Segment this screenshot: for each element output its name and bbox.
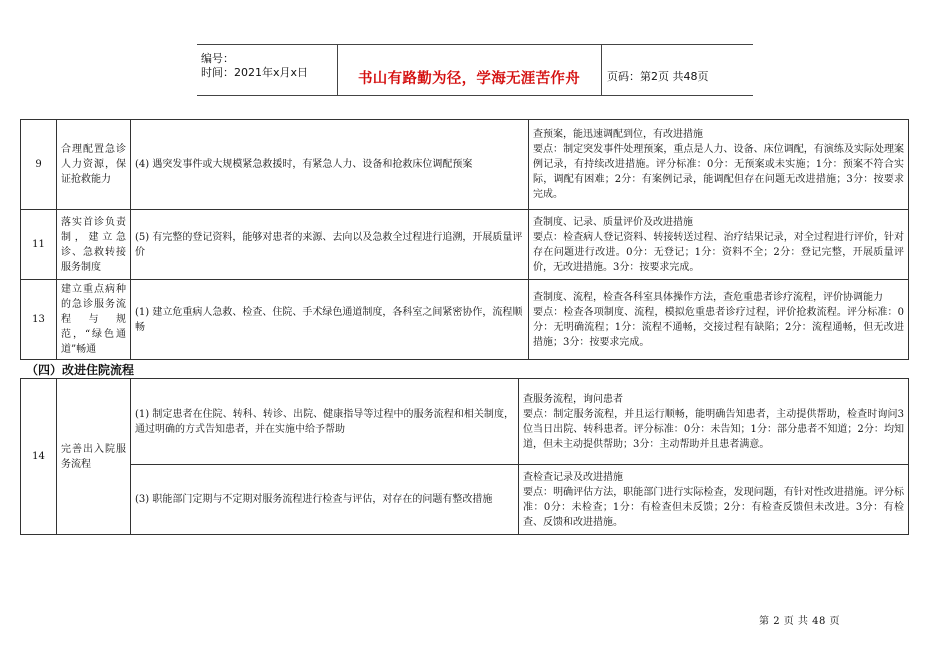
section-title: （四）改进住院流程: [26, 363, 135, 377]
header-page-info: 页码：第2页 共48页: [607, 70, 709, 83]
standard-cell: [529, 210, 909, 280]
standard-detail: 要点：明确评估方法，职能部门进行实际检查，发现问题，有针对性改进措施。评分标准：0分：未检查；1分：有检查但未反馈；2分：有检查反馈但未改进。3分：有检查、反馈和改进措施。: [523, 486, 904, 528]
standard-detail: 要点：制定突发事件处理预案，重点是人力、设备、床位调配，有演练及实际处理案例记录，有持续改进措施。评分标准：0分：无预案或未实施；1分：预案不符合实际，调配有困难；2分：有案例记录，能调配但存在问题无改进措施；3分：按要求完成。: [533, 144, 904, 200]
standard-heading: 查制度、记录、质量评价及改进措施: [533, 216, 693, 228]
standard-heading: 查检查记录及改进措施: [523, 471, 623, 483]
standard-detail: 要点：制定服务流程，并且运行顺畅，能明确告知患者，主动提供帮助，检查时询问3位当日出院、转科患者。评分标准：0分：未告知；1分：部分患者不知道；2分：均知道，但未主动提供帮助；3分：主动帮助并且患者满意。: [523, 408, 904, 450]
table-row: [21, 379, 909, 465]
page-footer: 第 2 页 共 48 页: [759, 616, 840, 627]
item-cell: 建立重点病种的急诊服务流程与规范，“绿色通道”畅通: [57, 280, 131, 360]
table-row: [21, 120, 909, 210]
row-number: 13: [21, 280, 57, 360]
standard-detail: 要点：检查各项制度、流程，模拟危重患者诊疗过程，评价抢救流程。评分标准：0分：无明确流程；1分：流程不通畅，交接过程有缺陷；2分：流程通畅，但无改进措施；3分：按要求完成。: [533, 306, 904, 348]
row-number: 14: [21, 379, 57, 535]
standard-cell: [529, 280, 909, 360]
standard-detail: 要点：检查病人登记资料、转接转送过程、治疗结果记录，对全过程进行评价，针对存在问题进行改进。0分：无登记；1分：资料不全；2分：登记完整，开展质量评价，无改进措施。3分：按要求完成。: [533, 231, 904, 273]
criteria-table-bottom: [20, 378, 909, 535]
table-row: [21, 280, 909, 360]
item-cell: 完善出入院服务流程: [57, 379, 131, 535]
header-right-cell: [601, 45, 753, 95]
measure-cell: (5) 有完整的登记资料，能够对患者的来源、去向以及急救全过程进行追溯，开展质量评价: [131, 210, 529, 280]
table-row: [21, 210, 909, 280]
measure-cell: (1) 建立危重病人急救、检查、住院、手术绿色通道制度，各科室之间紧密协作，流程顺畅: [131, 280, 529, 360]
standard-cell: [529, 120, 909, 210]
header-motto: 书山有路勤为径，学海无涯苦作舟: [358, 71, 580, 87]
header-middle-cell: [337, 45, 602, 95]
page-header: [197, 44, 753, 96]
standard-heading: 查预案，能迅速调配到位，有改进措施: [533, 129, 703, 140]
measure-cell: (4) 遇突发事件或大规模紧急救援时，有紧急人力、设备和抢救床位调配预案: [131, 120, 529, 210]
measure-cell: (3) 职能部门定期与不定期对服务流程进行检查与评估，对存在的问题有整改措施: [131, 465, 519, 535]
row-number: 9: [21, 120, 57, 210]
item-cell: 落实首诊负责制，建立急诊、急救转接服务制度: [57, 210, 131, 280]
item-cell: 合理配置急诊人力资源，保证抢救能力: [57, 120, 131, 210]
standard-cell: [519, 465, 909, 535]
criteria-table-top: [20, 119, 909, 360]
doc-time-line: 时间：2021年x月x日: [201, 66, 309, 79]
standard-cell: [519, 379, 909, 465]
standard-heading: 查制度、流程，检查各科室具体操作方法，查危重患者诊疗流程，评价协调能力: [533, 291, 883, 303]
row-number: 11: [21, 210, 57, 280]
measure-cell: (1) 制定患者在住院、转科、转诊、出院、健康指导等过程中的服务流程和相关制度，通过明确的方式告知患者，并在实施中给予帮助: [131, 379, 519, 465]
header-left-cell: [197, 45, 338, 95]
doc-number-label: 编号：: [201, 52, 234, 65]
standard-heading: 查服务流程，询问患者: [523, 393, 623, 405]
table-row: [21, 465, 909, 535]
